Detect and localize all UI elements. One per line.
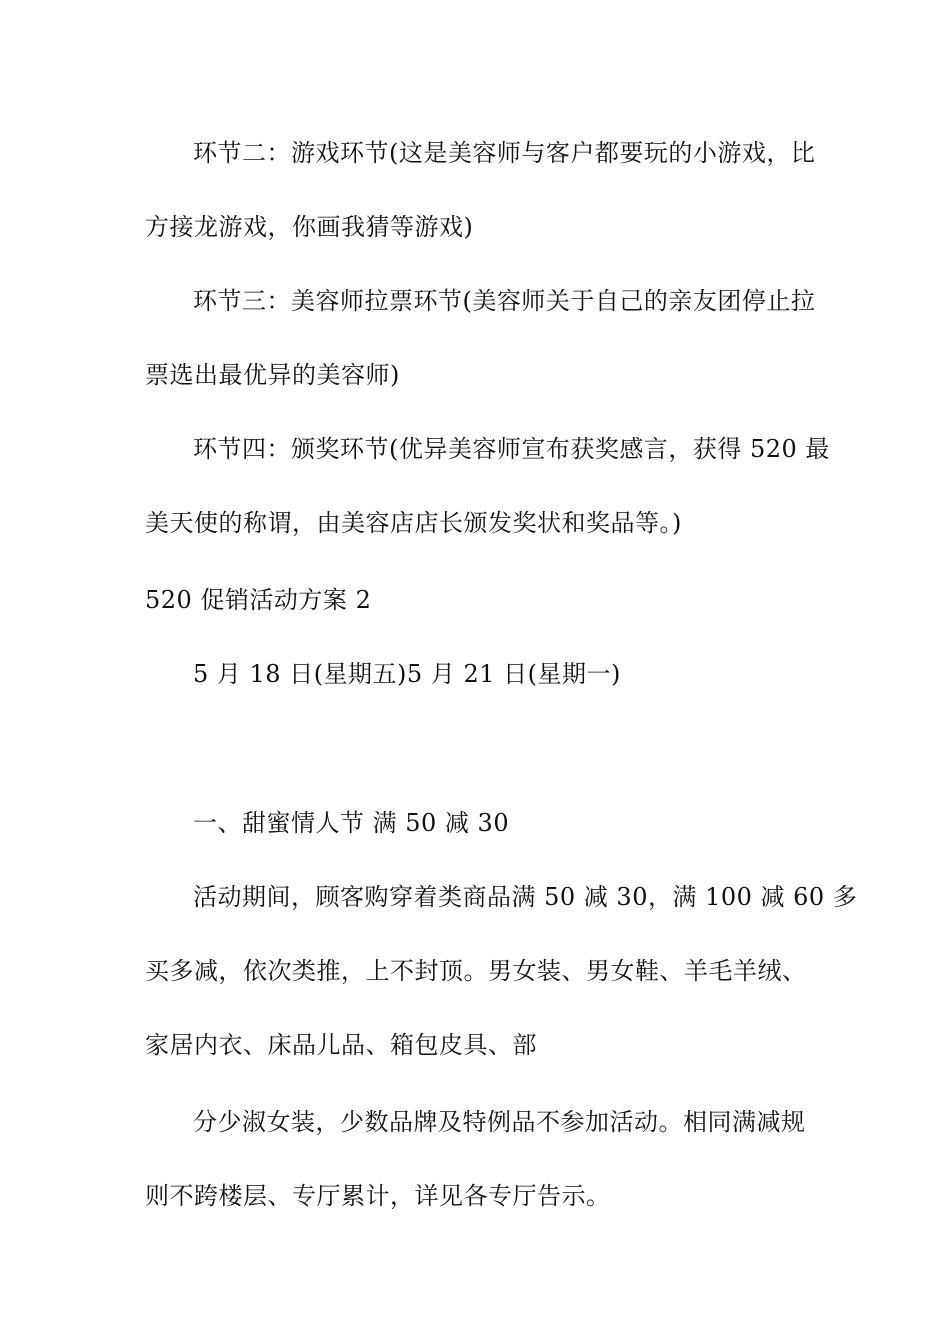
stage2-line-2: 方接龙游戏，你画我猜等游戏)	[145, 213, 474, 241]
promo-heading: 一、甜蜜情人节 满 50 减 30	[193, 809, 510, 837]
stage2-line-1: 环节二：游戏环节(这是美容师与客户都要玩的小游戏，比	[193, 139, 816, 167]
stage3-line-1: 环节三：美容师拉票环节(美容师关于自己的亲友团停止拉	[193, 287, 816, 315]
stage4-line-2: 美天使的称谓，由美容店店长颁发奖状和奖品等。)	[145, 509, 682, 537]
stage3-line-2: 票选出最优异的美容师)	[145, 361, 400, 389]
section-title: 520 促销活动方案 2	[145, 586, 372, 614]
promo-rules-line-1: 活动期间，顾客购穿着类商品满 50 减 30，满 100 减 60 多	[193, 883, 858, 911]
promo-rules-line-2: 买多减，依次类推，上不封顶。男女装、男女鞋、羊毛羊绒、	[145, 957, 807, 985]
stage4-line-1: 环节四：颁奖环节(优异美容师宣布获奖感言，获得 520 最	[193, 435, 830, 463]
promo-rules-line-3: 家居内衣、床品儿品、箱包皮具、部	[145, 1031, 537, 1059]
date-range: 5 月 18 日(星期五)5 月 21 日(星期一)	[193, 660, 621, 688]
promo-exclusions-line-1: 分少淑女装，少数品牌及特例品不参加活动。相同满减规	[193, 1108, 806, 1136]
promo-exclusions-line-2: 则不跨楼层、专厅累计，详见各专厅告示。	[145, 1182, 611, 1210]
